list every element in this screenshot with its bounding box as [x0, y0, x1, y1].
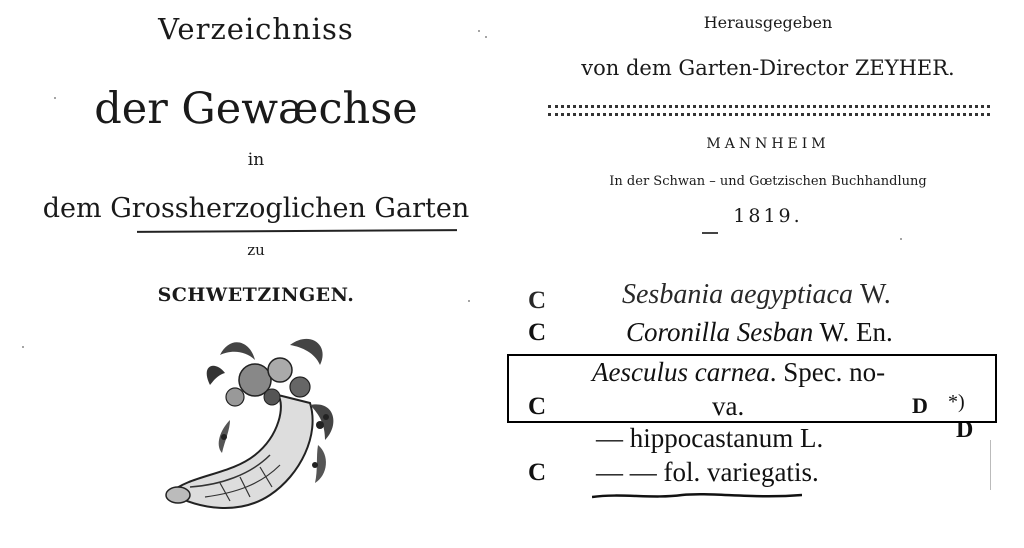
list-mark: C	[528, 459, 547, 486]
list-mark: C	[528, 319, 547, 346]
speck	[22, 346, 24, 348]
title-line-garten: dem Grossherzoglichen Garten	[42, 193, 470, 224]
footnote-mark: *)	[948, 391, 965, 413]
page-edge-line	[990, 440, 991, 490]
cornucopia-illustration	[160, 325, 360, 525]
title-line-schwetzingen: SCHWETZINGEN.	[157, 284, 355, 306]
underline-mark	[137, 229, 457, 233]
decorative-rule	[548, 113, 990, 116]
plant-name: — hippocastanum L.	[596, 423, 824, 453]
title-line-in: in	[247, 150, 265, 170]
title-line-gewaechse: der Gewæchse	[94, 84, 418, 134]
list-d-mark: D	[912, 393, 928, 418]
city-name: MANNHEIM	[706, 136, 830, 152]
bookshop-line: In der Schwan – und Gœtzischen Buchhandlung	[609, 174, 927, 189]
handwritten-underline	[592, 492, 802, 500]
publication-year: 1819.	[733, 205, 803, 227]
plant-name: Aesculus carnea. Spec. no-	[592, 357, 886, 387]
underline-mark	[702, 232, 718, 234]
plant-name: — — fol. variegatis.	[596, 457, 819, 487]
highlight-box	[507, 354, 997, 423]
list-mark: C	[528, 393, 547, 420]
publisher-line-herausgegeben: Herausgegeben	[703, 13, 833, 32]
decorative-rule	[548, 105, 990, 108]
list-mark: C	[528, 287, 547, 314]
publisher-line-director: von dem Garten-Director ZEYHER.	[581, 56, 955, 80]
speck	[468, 300, 470, 302]
list-d-mark: D	[956, 417, 974, 443]
plant-name-cont: va.	[712, 391, 745, 421]
title-line-verzeichniss: Verzeichniss	[158, 12, 354, 46]
plant-name: Coronilla Sesban W. En.	[626, 317, 893, 347]
speck	[900, 238, 902, 240]
plant-name: Sesbania aegyptiaca W.	[622, 279, 891, 310]
speck	[478, 30, 480, 32]
right-title-page	[512, 0, 1024, 280]
speck	[485, 36, 487, 38]
speck	[54, 97, 56, 99]
title-line-zu: zu	[247, 241, 265, 259]
